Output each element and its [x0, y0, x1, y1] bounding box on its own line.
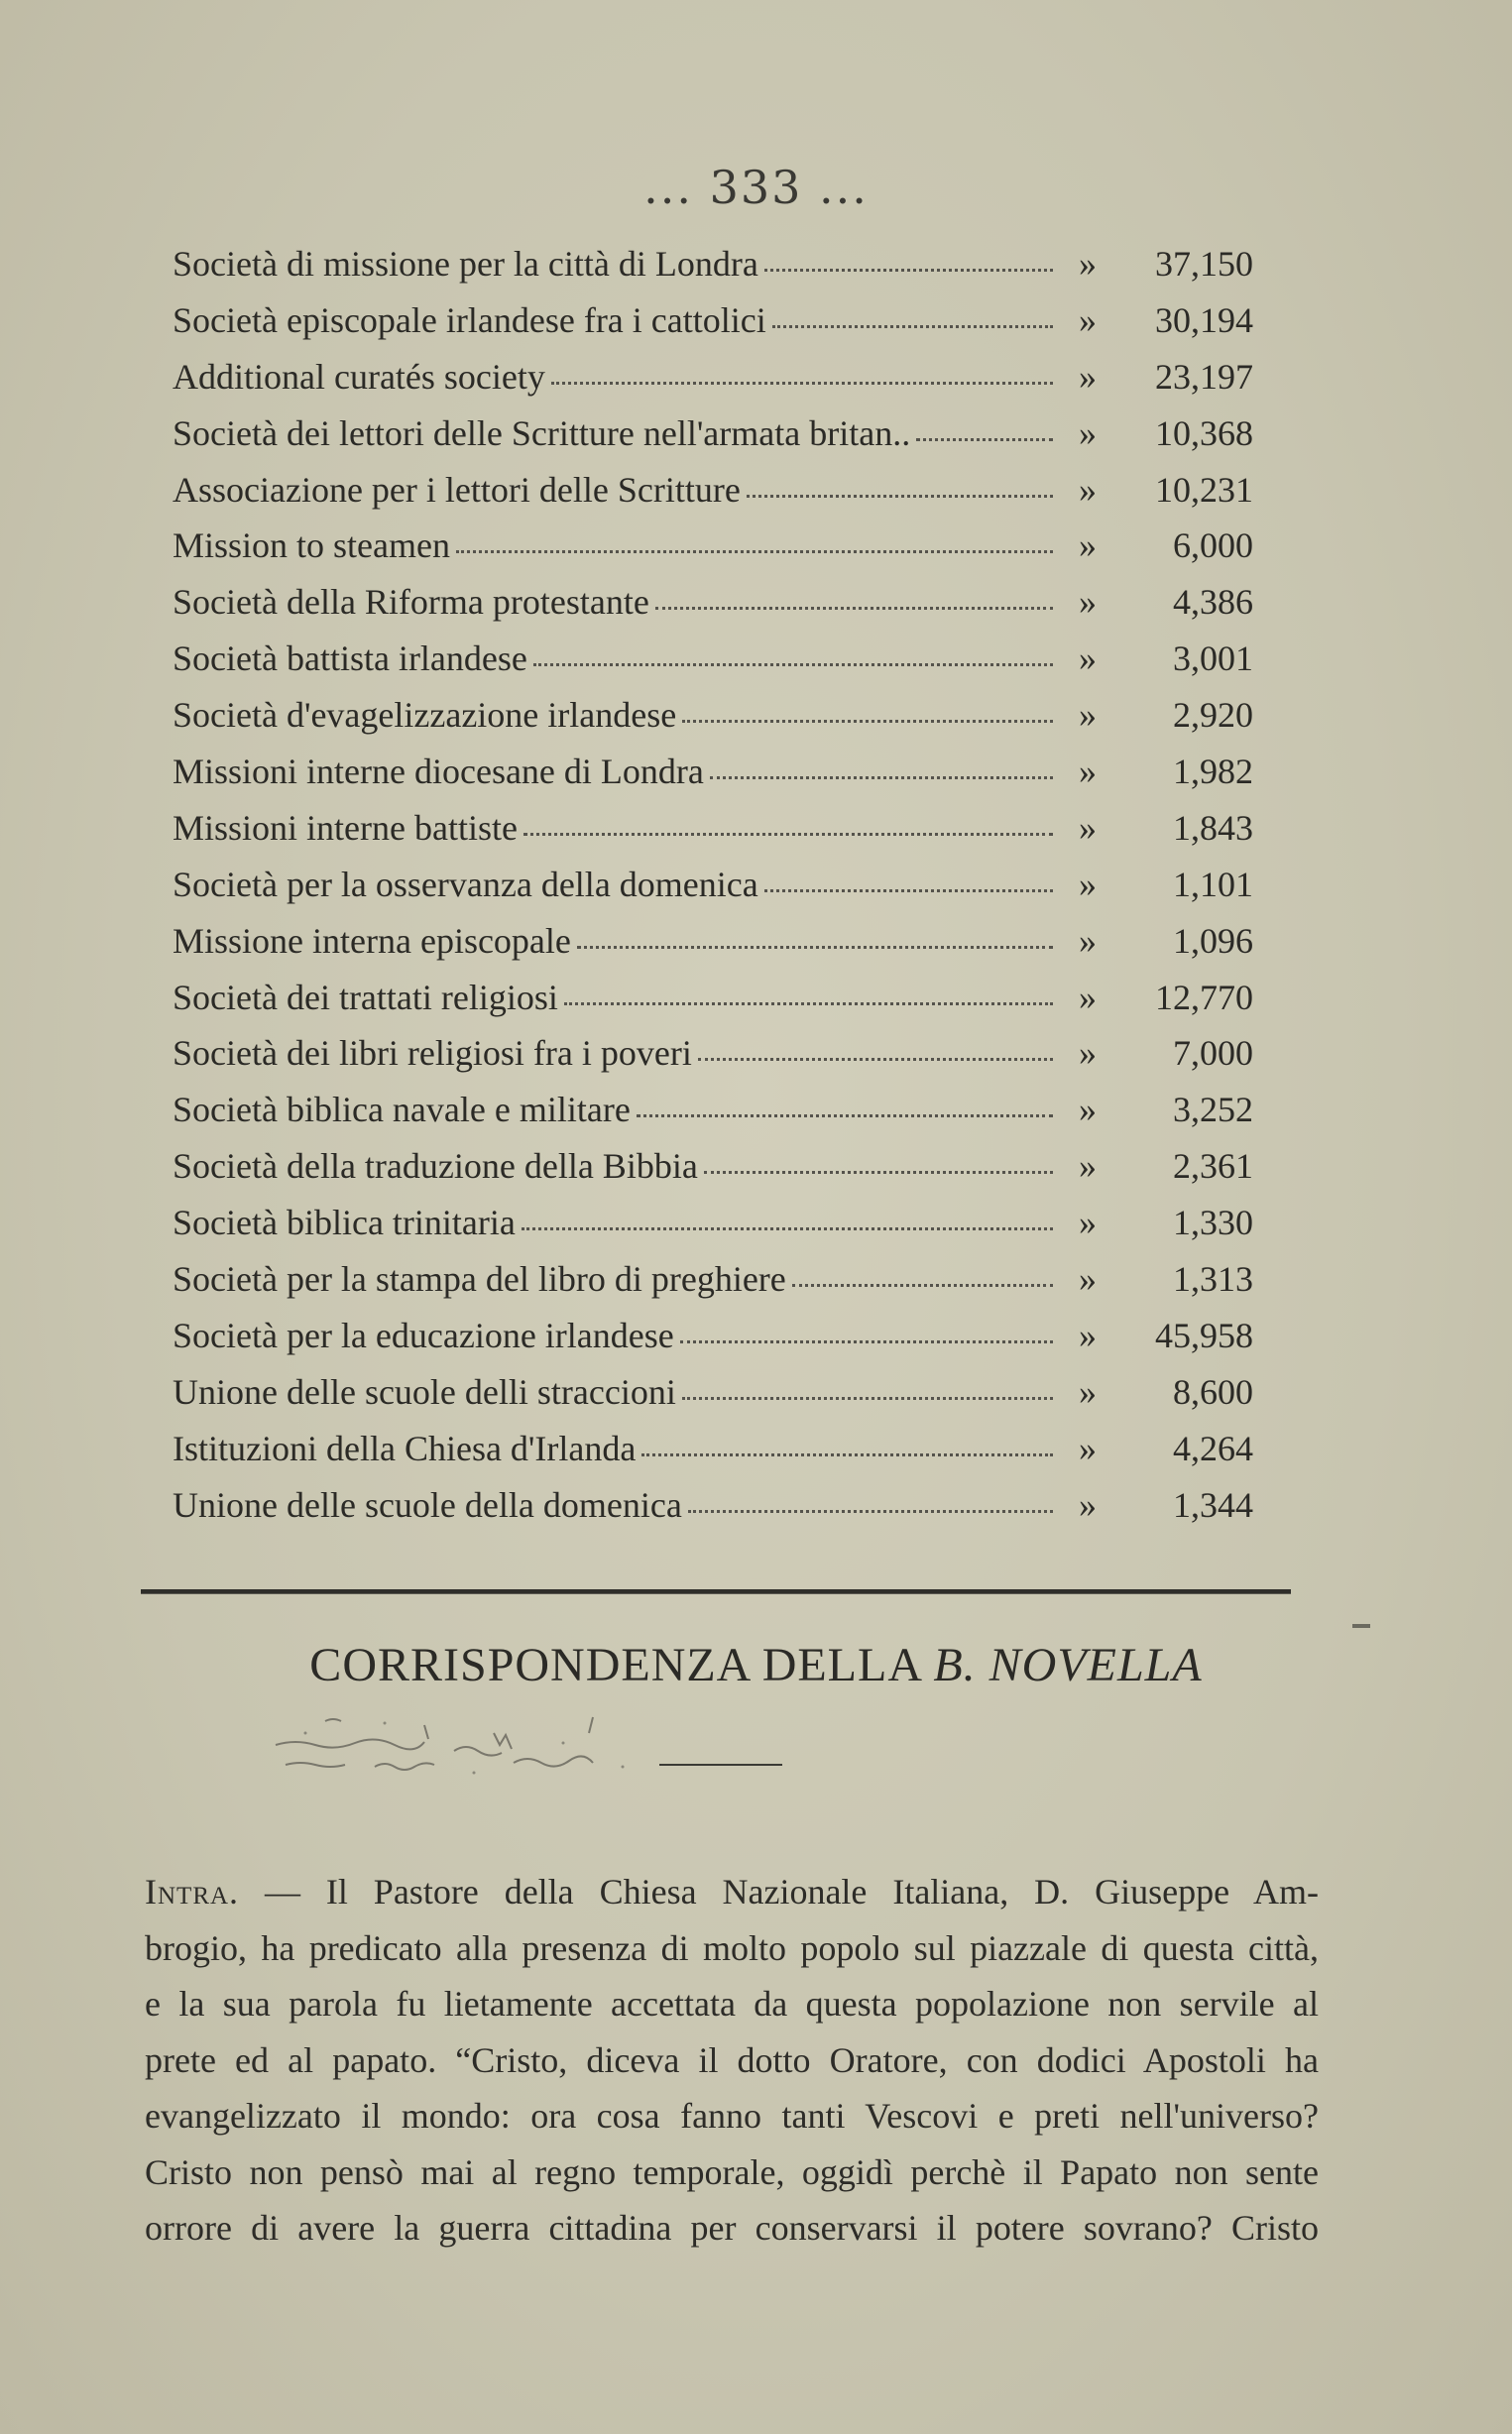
ledger-row [173, 1428, 1253, 1484]
ledger-row-amount: 4,264 [1173, 1428, 1253, 1468]
ledger-row [173, 977, 1253, 1033]
ledger-row-amount: 37,150 [1155, 244, 1253, 284]
ledger-row [173, 864, 1253, 920]
section-title-italic: B. NOVELLA [933, 1639, 1203, 1691]
margin-mark [1352, 1624, 1370, 1628]
ledger-row-label: Società biblica navale e militare [173, 1090, 631, 1130]
ledger-row [173, 1145, 1253, 1202]
dot-leader [772, 325, 1053, 328]
dot-leader [456, 550, 1053, 553]
dot-leader [533, 663, 1053, 666]
ledger-row-label: Società battista irlandese [173, 638, 527, 679]
dot-leader [916, 438, 1053, 441]
ledger-row-label: Unione delle scuole delli straccioni [173, 1371, 676, 1412]
dot-leader [710, 776, 1053, 779]
ledger-row-label: Società episcopale irlandese fra i cattolici [173, 299, 766, 340]
ledger-row-amount: 1,096 [1173, 920, 1253, 961]
ledger-row-amount: 1,843 [1173, 807, 1253, 848]
ledger-row-label: Società per la stampa del libro di preghiere [173, 1259, 786, 1300]
section-title [0, 1638, 1512, 1692]
ledger-row [173, 1371, 1253, 1428]
ledger-row-amount: 4,386 [1173, 582, 1253, 623]
dot-leader [522, 1227, 1053, 1230]
ledger-row [173, 469, 1253, 525]
ledger-row-amount: 2,361 [1173, 1146, 1253, 1187]
article-line: prete ed al papato. “Cristo, diceva il dotto Oratore, con dodici Apostoli ha [145, 2039, 1319, 2080]
dot-leader [682, 1397, 1053, 1400]
ledger-row-marker: » [1079, 356, 1097, 397]
ledger-row-label: Società biblica trinitaria [173, 1203, 516, 1243]
ledger-row-amount: 12,770 [1155, 977, 1253, 1017]
ledger-row-amount: 23,197 [1155, 356, 1253, 397]
ledger-row-marker: » [1079, 1315, 1097, 1355]
article-line-text: — Il Pastore della Chiesa Nazionale Italiana, D. Giuseppe Am- [239, 1872, 1319, 1912]
ledger-row [173, 1089, 1253, 1145]
ledger-row-label: Società della Riforma protestante [173, 582, 649, 623]
ledger-row-label: Società per la osservanza della domenica [173, 864, 758, 904]
dot-leader [655, 607, 1053, 610]
ledger-row-marker: » [1079, 412, 1097, 453]
ledger-row-marker: » [1079, 582, 1097, 623]
ledger-row-marker: » [1079, 299, 1097, 340]
dot-leader [551, 382, 1053, 385]
ledger-row [173, 751, 1253, 807]
ledger-row [173, 581, 1253, 637]
dot-leader [704, 1171, 1053, 1174]
ledger-row-label: Mission to steamen [173, 525, 450, 566]
article-line: evangelizzato il mondo: ora cosa fanno tanti Vescovi e preti nell'universo? [145, 2096, 1319, 2136]
ledger-row-marker: » [1079, 244, 1097, 284]
article-line: e la sua parola fu lietamente accettata da questa popolazione non servile al [145, 1984, 1319, 2024]
ledger-row-label: Società della traduzione della Bibbia [173, 1146, 698, 1187]
dot-leader [564, 1002, 1053, 1005]
ledger-row [173, 1032, 1253, 1089]
ledger-row-marker: » [1079, 1428, 1097, 1468]
ledger-row-marker: » [1079, 1484, 1097, 1525]
ledger-row-label: Additional curatés society [173, 356, 545, 397]
ledger-row-marker: » [1079, 1371, 1097, 1412]
ledger-row [173, 524, 1253, 581]
ledger-row-amount: 3,252 [1173, 1090, 1253, 1130]
ledger-row-amount: 2,920 [1173, 695, 1253, 736]
ledger-row-label: Società di missione per la città di Londra [173, 244, 758, 284]
article-line: Cristo non pensò mai al regno temporale, oggidì perchè il Papato non sente [145, 2151, 1319, 2192]
ledger-row [173, 694, 1253, 751]
ledger-row-amount: 1,344 [1173, 1484, 1253, 1525]
dot-leader [688, 1510, 1053, 1513]
ledger-row [173, 807, 1253, 864]
ledger-row [173, 1202, 1253, 1258]
ledger-row-marker: » [1079, 864, 1097, 904]
ledger-row-label: Unione delle scuole della domenica [173, 1484, 682, 1525]
ledger-row-label: Società dei lettori delle Scritture nell'armata britan.. [173, 412, 911, 453]
illegible-ink-smudge [266, 1703, 672, 1783]
ledger-row [173, 1315, 1253, 1371]
dot-leader [698, 1058, 1053, 1061]
ledger-row-label: Società d'evagelizzazione irlandese [173, 695, 677, 736]
dot-leader [792, 1284, 1053, 1287]
ledger-row-amount: 7,000 [1173, 1033, 1253, 1074]
dot-leader [680, 1340, 1053, 1343]
ledger-row [173, 1484, 1253, 1541]
ledger-row-marker: » [1079, 638, 1097, 679]
ledger-row-marker: » [1079, 469, 1097, 510]
article-line: brogio, ha predicato alla presenza di molto popolo sul piazzale di questa città, [145, 1927, 1319, 1968]
ledger-row-marker: » [1079, 920, 1097, 961]
dot-leader [577, 946, 1053, 949]
ledger-row-marker: » [1079, 1203, 1097, 1243]
ledger-row [173, 637, 1253, 694]
short-rule [659, 1764, 782, 1766]
dot-leader [764, 269, 1053, 272]
dot-leader [523, 833, 1053, 836]
ledger-row-amount: 1,330 [1173, 1203, 1253, 1243]
dot-leader [641, 1453, 1053, 1456]
ledger-row-amount: 30,194 [1155, 299, 1253, 340]
article-body [145, 1864, 1319, 2257]
ledger-row-label: Missioni interne battiste [173, 807, 518, 848]
donations-ledger [173, 243, 1253, 1540]
ledger-row-amount: 10,368 [1155, 412, 1253, 453]
ledger-row-marker: » [1079, 807, 1097, 848]
ledger-row-marker: » [1079, 977, 1097, 1017]
ledger-row-amount: 6,000 [1173, 525, 1253, 566]
ledger-row-marker: » [1079, 1033, 1097, 1074]
ledger-row-label: Società dei trattati religiosi [173, 977, 558, 1017]
ledger-row [173, 412, 1253, 469]
ledger-row [173, 1258, 1253, 1315]
dot-leader [637, 1114, 1053, 1117]
dot-leader [764, 889, 1053, 892]
section-divider [141, 1589, 1291, 1594]
dot-leader [682, 720, 1053, 723]
ledger-row-amount: 1,101 [1173, 864, 1253, 904]
ledger-row-label: Missione interna episcopale [173, 920, 571, 961]
ledger-row-marker: » [1079, 1090, 1097, 1130]
ledger-row-marker: » [1079, 1146, 1097, 1187]
article-line [145, 1864, 1319, 1920]
ledger-row-amount: 8,600 [1173, 1371, 1253, 1412]
ledger-row-marker: » [1079, 525, 1097, 566]
ledger-row [173, 243, 1253, 299]
article-line: orrore di avere la guerra cittadina per conservarsi il potere sovrano? Cristo [145, 2208, 1319, 2248]
ledger-row-marker: » [1079, 695, 1097, 736]
dot-leader [747, 495, 1053, 498]
ledger-row-amount: 1,313 [1173, 1259, 1253, 1300]
ledger-row [173, 299, 1253, 356]
ledger-row-marker: » [1079, 1259, 1097, 1300]
page-number: ... 333 ... [643, 161, 869, 214]
ledger-row [173, 920, 1253, 977]
ledger-row-amount: 3,001 [1173, 638, 1253, 679]
ledger-row-label: Missioni interne diocesane di Londra [173, 752, 704, 792]
ledger-row-amount: 10,231 [1155, 469, 1253, 510]
ledger-row-label: Società dei libri religiosi fra i poveri [173, 1033, 692, 1074]
ledger-row [173, 356, 1253, 412]
ledger-row-label: Società per la educazione irlandese [173, 1315, 674, 1355]
ledger-row-amount: 1,982 [1173, 752, 1253, 792]
ledger-row-marker: » [1079, 752, 1097, 792]
ledger-row-amount: 45,958 [1155, 1315, 1253, 1355]
ledger-row-label: Associazione per i lettori delle Scritture [173, 469, 741, 510]
section-title-start: CORRISPONDENZA DELLA [309, 1639, 934, 1691]
article-dateline: Intra. [145, 1872, 240, 1912]
ledger-row-label: Istituzioni della Chiesa d'Irlanda [173, 1428, 637, 1468]
